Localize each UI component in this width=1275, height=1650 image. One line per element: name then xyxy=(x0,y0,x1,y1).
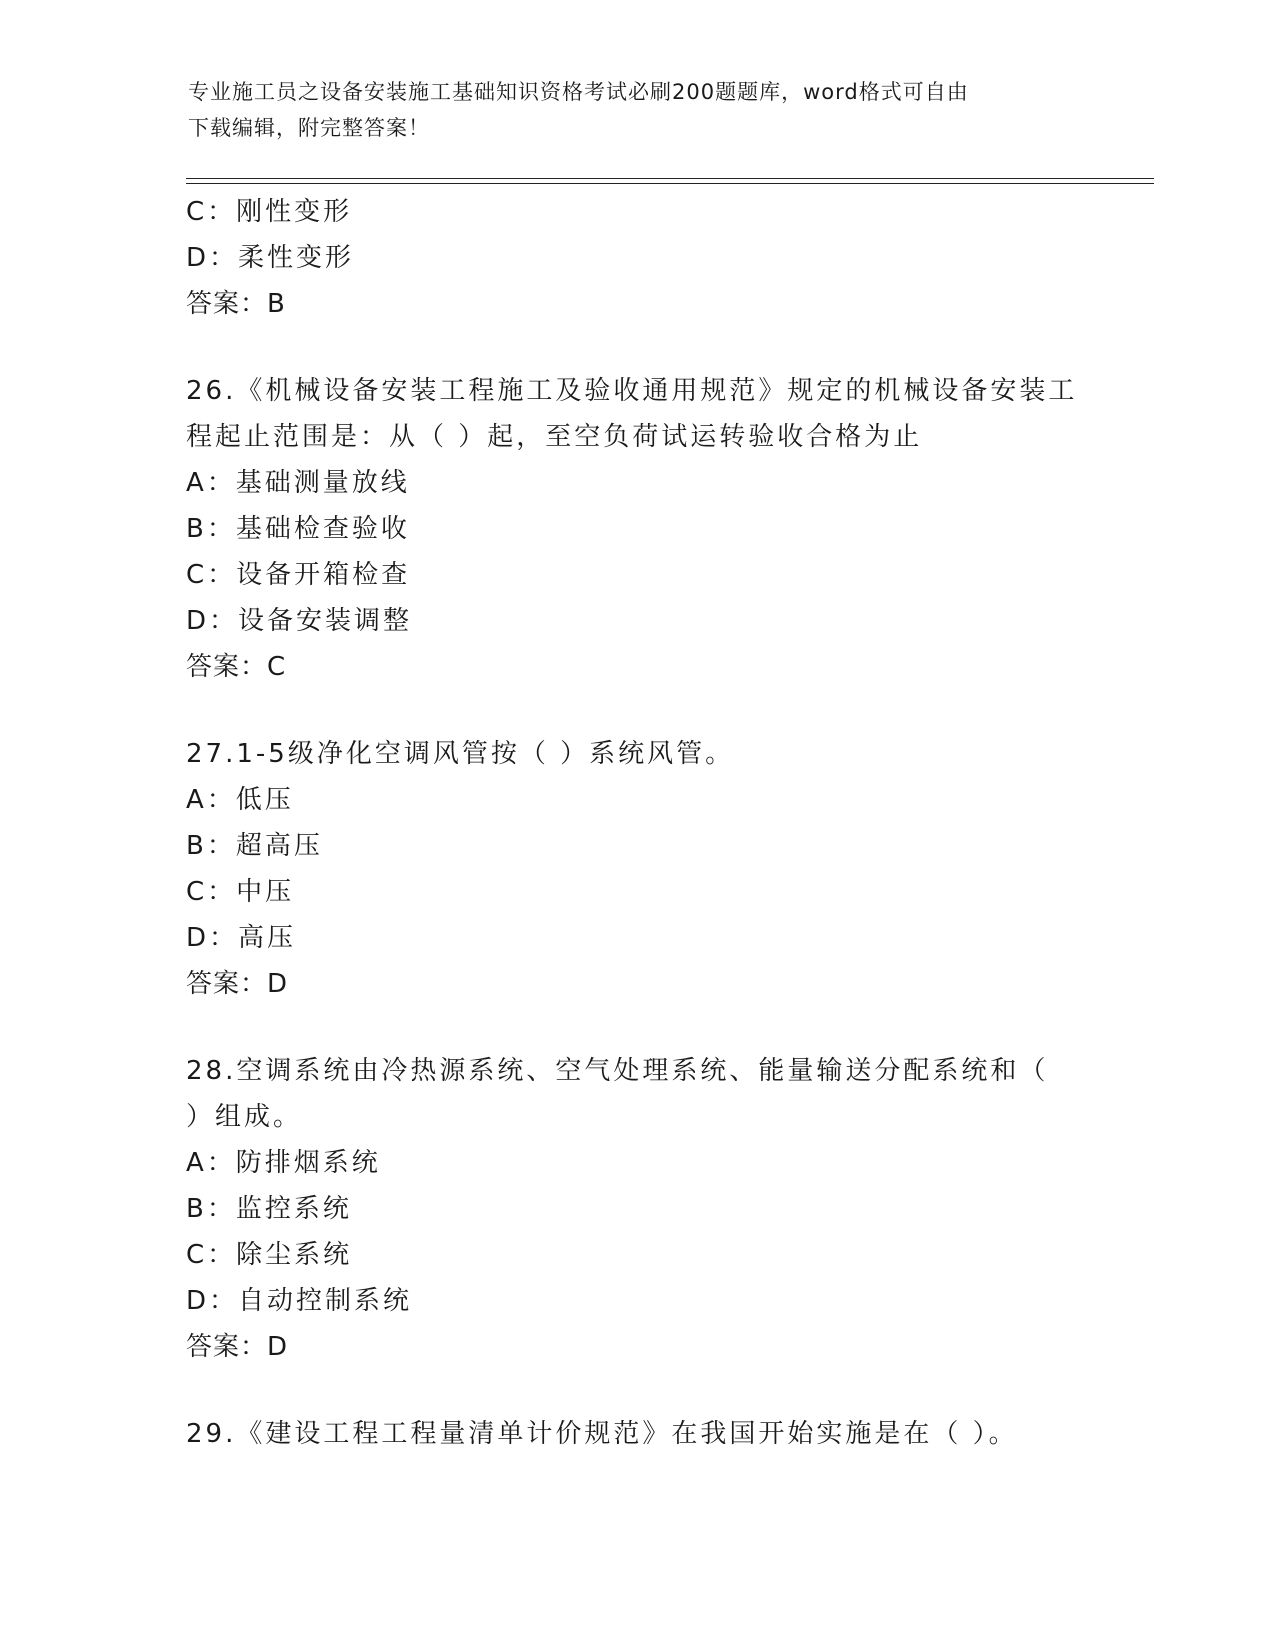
question-25-continuation xyxy=(186,189,1086,327)
question-text-line-2: 程起止范围是：从（ ）起，至空负荷试运转验收合格为止 xyxy=(186,422,923,452)
option-d: D：柔性变形 xyxy=(186,243,355,273)
option-a: A：低压 xyxy=(186,785,294,815)
header-line-2: 下载编辑，附完整答案！ xyxy=(188,116,430,140)
option-b: B：基础检查验收 xyxy=(186,514,410,544)
answer-line: 答案：B xyxy=(186,289,286,319)
option-d: D：设备安装调整 xyxy=(186,606,413,636)
option-c: C：除尘系统 xyxy=(186,1240,353,1270)
question-text-line-1: 28.空调系统由冷热源系统、空气处理系统、能量输送分配系统和（ xyxy=(186,1056,1049,1086)
question-28 xyxy=(186,1048,1086,1370)
option-b: B：超高压 xyxy=(186,831,323,861)
option-c: C：设备开箱检查 xyxy=(186,560,411,590)
document-body xyxy=(186,189,1086,1457)
answer-line: 答案：C xyxy=(186,652,287,682)
answer-line: 答案：D xyxy=(186,969,289,999)
question-26 xyxy=(186,368,1086,690)
question-29 xyxy=(186,1411,1086,1457)
option-d: D：自动控制系统 xyxy=(186,1286,413,1316)
answer-line: 答案：D xyxy=(186,1332,289,1362)
question-27 xyxy=(186,731,1086,1007)
question-text-line-1: 26.《机械设备安装工程施工及验收通用规范》规定的机械设备安装工 xyxy=(186,376,1078,406)
question-text-line-2: ）组成。 xyxy=(186,1102,303,1132)
header-divider-top xyxy=(186,178,1154,179)
header-divider-bottom xyxy=(186,183,1154,184)
option-b: B：监控系统 xyxy=(186,1194,352,1224)
option-c: C：中压 xyxy=(186,877,295,907)
header-line-1: 专业施工员之设备安装施工基础知识资格考试必刷200题题库，word格式可自由 xyxy=(188,80,969,104)
question-text-line-1: 29.《建设工程工程量清单计价规范》在我国开始实施是在（ ）。 xyxy=(186,1419,1018,1449)
option-a: A：防排烟系统 xyxy=(186,1148,381,1178)
option-a: A：基础测量放线 xyxy=(186,468,410,498)
option-c: C：刚性变形 xyxy=(186,197,353,227)
question-text-line-1: 27.1-5级净化空调风管按（ ）系统风管。 xyxy=(186,739,735,769)
option-d: D：高压 xyxy=(186,923,297,953)
document-header xyxy=(188,74,1088,146)
